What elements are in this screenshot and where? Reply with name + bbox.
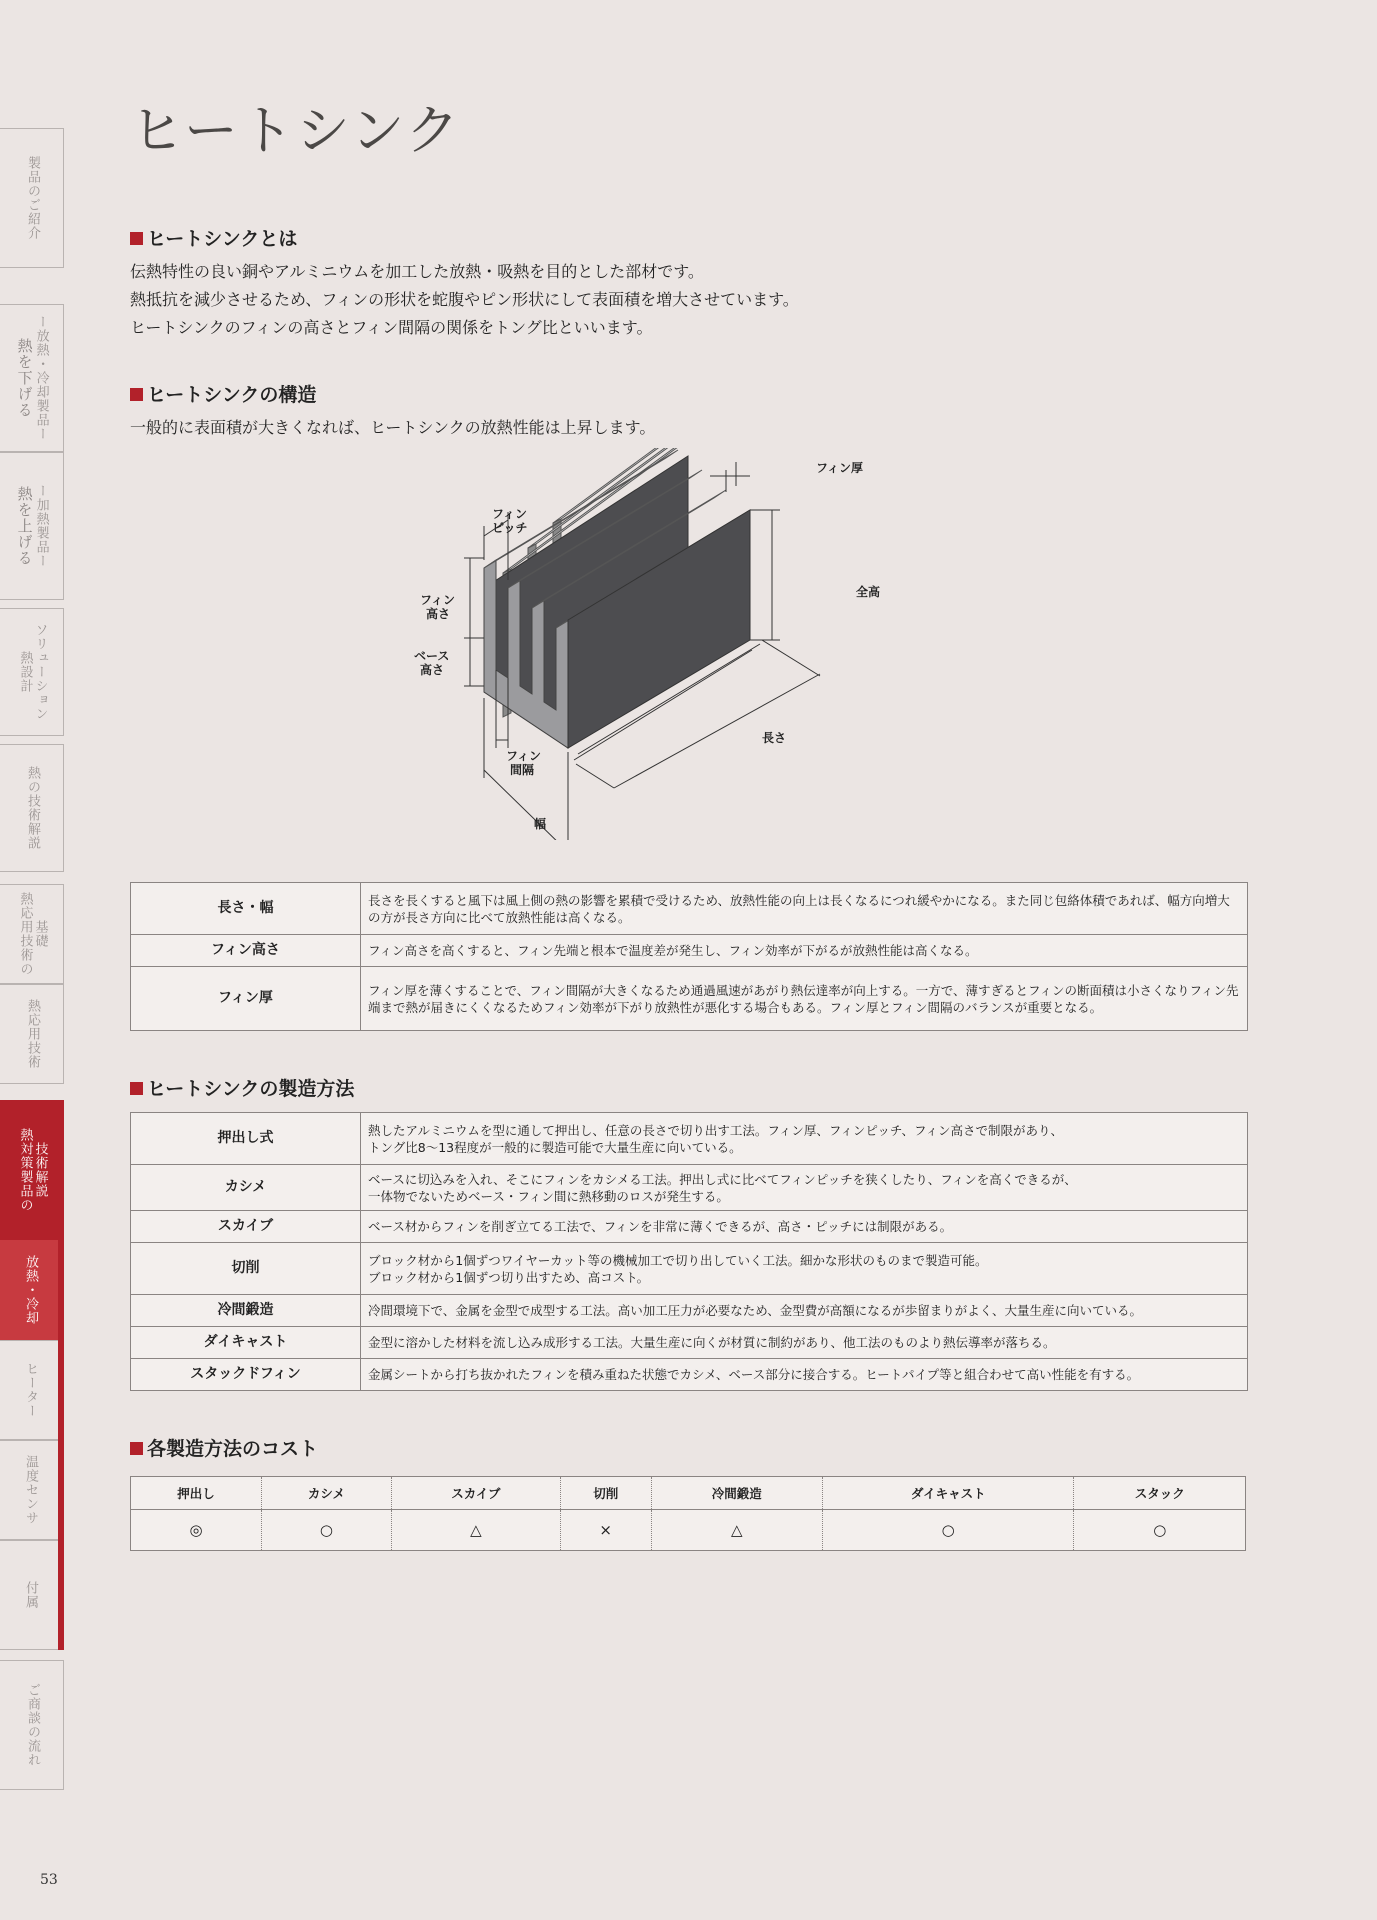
- sidebar-tab-heater[interactable]: [0, 1340, 60, 1440]
- cost-header-row: [131, 1477, 1246, 1510]
- label-width: 幅: [534, 817, 547, 831]
- table-key: スカイブ: [131, 1211, 361, 1243]
- sidebar-tab-cooling-sub[interactable]: [0, 1240, 60, 1340]
- sidebar-tab-label: 熱応用技術: [24, 999, 40, 1069]
- table-value: ベース材からフィンを削ぎ立てる工法で、フィンを非常に薄くできるが、高さ・ピッチには制限がある。: [361, 1211, 1248, 1243]
- label-total-height: 全高: [856, 585, 881, 599]
- heatsink-diagram: [400, 448, 920, 840]
- table-value: 金属シートから打ち抜かれたフィンを積み重ねた状態でカシメ、ベース部分に接合する。ヒートパイプ等と組合わせて高い性能を有する。: [361, 1359, 1248, 1391]
- sidebar-tab-accessory[interactable]: [0, 1540, 60, 1650]
- sidebar-tab-sublabel: 基礎: [32, 920, 48, 948]
- table-value: [361, 1243, 1248, 1295]
- heading-marker: [130, 388, 143, 401]
- cost-mark: △: [651, 1510, 822, 1551]
- cost-mark: △: [391, 1510, 560, 1551]
- cost-mark: ○: [1074, 1510, 1246, 1551]
- section-heading-methods: [130, 1074, 354, 1101]
- cost-table: [130, 1476, 1246, 1551]
- cost-mark-row: [131, 1510, 1246, 1551]
- cost-mark: ○: [262, 1510, 392, 1551]
- cost-header: 切削: [560, 1477, 651, 1510]
- cost-mark: ◎: [131, 1510, 262, 1551]
- table-value-line: ブロック材から1個ずつワイヤーカット等の機械加工で切り出していく工法。細かな形状のものまで製造可能。: [368, 1252, 988, 1268]
- sidebar-tab-tech[interactable]: [0, 744, 64, 872]
- table-value: フィン厚を薄くすることで、フィン間隔が大きくなるため通過風速があがり熱伝達率が向上する。一方で、薄すぎるとフィンの断面積は小さくなりフィン先端まで熱が届きにくくなるためフィン効率が下がり放熱性が悪化する場合もある。フィン厚とフィン間隔のバランスが重要となる。: [361, 967, 1248, 1031]
- label-fin-gap: フィン: [506, 749, 542, 763]
- about-line: ヒートシンクのフィンの高さとフィン間隔の関係をトング比といいます。: [130, 318, 653, 337]
- sidebar-tab-sublabel: ソリューション: [32, 623, 48, 721]
- cost-header: 押出し: [131, 1477, 262, 1510]
- sidebar-tab-label: 熱応用技術の: [17, 892, 33, 976]
- cost-header: スカイブ: [391, 1477, 560, 1510]
- sidebar-tab-label: 熱の技術解説: [24, 766, 40, 850]
- sidebar-tab-label: 熱を上げる: [15, 486, 34, 566]
- heading-marker: [130, 232, 143, 245]
- table-row: [131, 1295, 1248, 1327]
- section-heading-about: [130, 224, 297, 251]
- heading-text: ヒートシンクとは: [147, 228, 298, 250]
- table-key: 押出し式: [131, 1113, 361, 1165]
- label-fin-pitch: フィン: [492, 507, 528, 521]
- label-fin-gap: 間隔: [510, 763, 535, 777]
- sidebar-tab-heating[interactable]: [0, 452, 64, 600]
- table-row: [131, 1165, 1248, 1211]
- sidebar-tab-label: 製品のご紹介: [24, 156, 40, 240]
- table-key: 切削: [131, 1243, 361, 1295]
- table-row: [131, 967, 1248, 1031]
- structure-lead: [130, 414, 655, 442]
- cost-header: スタック: [1074, 1477, 1246, 1510]
- sidebar-tab-sublabel: 技術解説: [32, 1142, 48, 1198]
- label-fin-pitch: ピッチ: [492, 521, 528, 535]
- table-key: カシメ: [131, 1165, 361, 1211]
- table-key: 冷間鍛造: [131, 1295, 361, 1327]
- heading-marker: [130, 1442, 143, 1455]
- label-fin-height: フィン: [420, 593, 456, 607]
- table-row: [131, 935, 1248, 967]
- heading-text: ヒートシンクの製造方法: [147, 1078, 355, 1100]
- table-value: [361, 1113, 1248, 1165]
- table-value: 冷間環境下で、金属を金型で成型する工法。高い加工圧力が必要なため、金型費が高額になるが歩留まりがよく、大量生産に向いている。: [361, 1295, 1248, 1327]
- table-value: フィン高さを高くすると、フィン先端と根本で温度差が発生し、フィン効率が下がるが放熱性能は高くなる。: [361, 935, 1248, 967]
- sidebar-tab-sensor[interactable]: [0, 1440, 60, 1540]
- sidebar-active-bar: [58, 1240, 64, 1650]
- table-value-line: ベースに切込みを入れ、そこにフィンをカシメる工法。押出し式に比べてフィンピッチを狭くしたり、フィンを高くできるが、: [368, 1171, 1077, 1187]
- sidebar-tab-sublabel: ー放熱・冷却製品ー: [33, 315, 49, 441]
- label-fin-height: 高さ: [426, 607, 451, 621]
- table-value-line: ブロック材から1個ずつ切り出すため、高コスト。: [368, 1269, 650, 1285]
- sidebar-tab-label: 温度センサ: [22, 1455, 38, 1525]
- table-key: フィン厚: [131, 967, 361, 1031]
- table-row: [131, 1243, 1248, 1295]
- table-key: フィン高さ: [131, 935, 361, 967]
- table-key: 長さ・幅: [131, 883, 361, 935]
- heading-text: ヒートシンクの構造: [147, 384, 317, 406]
- structure-lead-text: 一般的に表面積が大きくなれば、ヒートシンクの放熱性能は上昇します。: [130, 418, 656, 437]
- table-row: [131, 1113, 1248, 1165]
- sidebar-tab-label: 熱を下げる: [15, 338, 34, 418]
- cost-header: 冷間鍛造: [651, 1477, 822, 1510]
- sidebar-tab-flow[interactable]: [0, 1660, 64, 1790]
- sidebar-tab-label: 熱設計: [17, 651, 33, 693]
- label-length: 長さ: [762, 731, 787, 745]
- section-heading-cost: [130, 1434, 318, 1461]
- sidebar-tab-basics[interactable]: [0, 884, 64, 984]
- sidebar-tab-products[interactable]: [0, 128, 64, 268]
- table-row: [131, 1359, 1248, 1391]
- sidebar-tab-thermal-design[interactable]: [0, 608, 64, 736]
- page-number: 53: [40, 1872, 58, 1888]
- cost-header: ダイキャスト: [822, 1477, 1074, 1510]
- table-value: 金型に溶かした材料を流し込み成形する工法。大量生産に向くが材質に制約があり、他工法のものより熱伝導率が落ちる。: [361, 1327, 1248, 1359]
- table-row: [131, 1211, 1248, 1243]
- table-value: [361, 1165, 1248, 1211]
- about-line: 伝熱特性の良い銅やアルミニウムを加工した放熱・吸熱を目的とした部材です。: [130, 262, 704, 281]
- table-value: 長さを長くすると風下は風上側の熱の影響を累積で受けるため、放熱性能の向上は長くなるにつれ緩やかになる。また同じ包絡体積であれば、幅方向増大の方が長さ方向に比べて放熱性能は高くなる。: [361, 883, 1248, 935]
- cost-mark: ×: [560, 1510, 651, 1551]
- sidebar-tab-sublabel: ー加熱製品ー: [33, 484, 49, 568]
- page-title: ヒートシンク: [130, 99, 462, 162]
- sidebar-tab-label: ご商談の流れ: [24, 1683, 40, 1767]
- sidebar-tab-cooling[interactable]: [0, 304, 64, 452]
- cost-header: カシメ: [262, 1477, 392, 1510]
- sidebar-tab-label: 放熱・冷却: [22, 1255, 38, 1325]
- table-row: [131, 1327, 1248, 1359]
- about-line: 熱抵抗を減少させるため、フィンの形状を蛇腹やピン形状にして表面積を増大させています。: [130, 290, 799, 309]
- table-row: [131, 883, 1248, 935]
- heading-marker: [130, 1082, 143, 1095]
- label-base-height: ベース: [414, 649, 450, 663]
- label-fin-thickness: フィン厚: [816, 461, 864, 475]
- heading-text: 各製造方法のコスト: [147, 1438, 319, 1460]
- sidebar-tab-applied[interactable]: [0, 984, 64, 1084]
- methods-table: [130, 1112, 1248, 1391]
- table-value-line: 熱したアルミニウムを型に通して押出し、任意の長さで切り出す工法。フィン厚、フィンピッチ、フィン高さで制限があり、: [368, 1122, 1064, 1138]
- section-heading-structure: [130, 380, 316, 407]
- about-text: [130, 258, 799, 342]
- table-value-line: トング比8～13程度が一般的に製造可能で大量生産に向いている。: [368, 1139, 742, 1155]
- sidebar-tab-label: 熱対策製品の: [17, 1128, 33, 1212]
- table-value-line: 一体物でないためベース・フィン間に熱移動のロスが発生する。: [368, 1188, 729, 1204]
- sidebar-tab-label: ヒーター: [22, 1362, 38, 1418]
- structure-table: [130, 882, 1248, 1031]
- label-base-height: 高さ: [420, 663, 445, 677]
- table-key: スタックドフィン: [131, 1359, 361, 1391]
- sidebar-tab-products-tech[interactable]: [0, 1100, 64, 1240]
- sidebar-tab-label: 付属: [22, 1581, 38, 1609]
- table-key: ダイキャスト: [131, 1327, 361, 1359]
- cost-mark: ○: [822, 1510, 1074, 1551]
